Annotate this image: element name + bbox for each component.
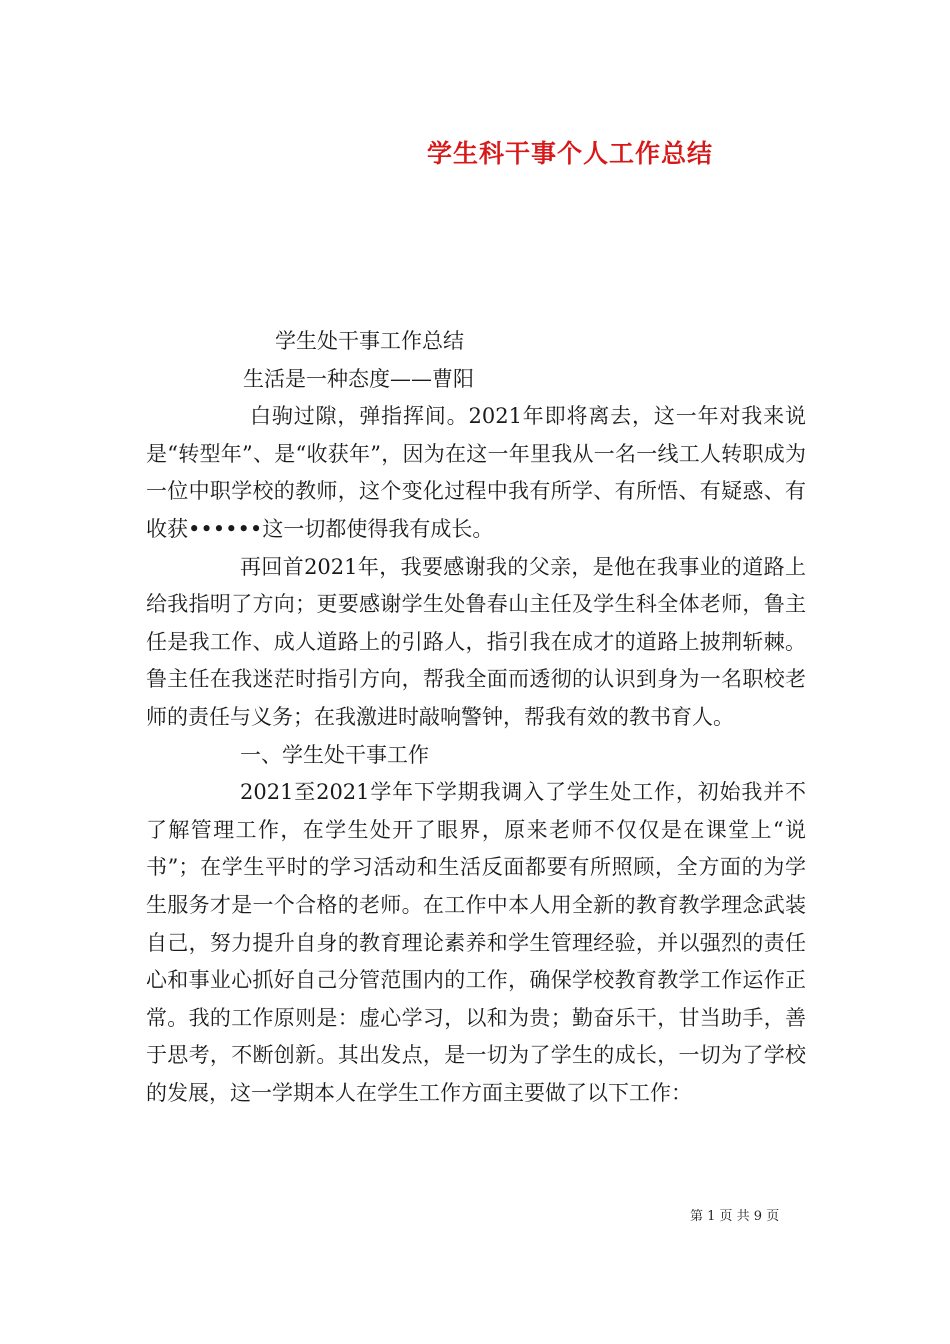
document-subtitle: 学生处干事工作总结 <box>275 329 464 353</box>
document-body <box>146 323 806 1112</box>
section-heading: 一、学生处干事工作 <box>240 742 429 767</box>
paragraph-work: 2021至2021学年下学期我调入了学生处工作，初始我并不了解管理工作，在学生处开了眼界，原来老师不仅仅是在课堂上“说书”；在学生平时的学习活动和生活反面都要有所照顾，全方面的为学生服务才是一个合格的老师。在工作中本人用全新的教育教学理念武装自己，努力提升自身的教育理论素养和学生管理经验，并以强烈的责任心和事业心抓好自己分管范围内的工作，确保学校教育教学工作运作正常。我的工作原则是：虚心学习，以和为贵；勤奋乐干，甘当助手，善于思考，不断创新。其出发点，是一切为了学生的成长，一切为了学校的发展，这一学期本人在学生工作方面主要做了以下工作： <box>146 780 806 1105</box>
paragraph-thanks: 再回首2021年，我要感谢我的父亲，是他在我事业的道路上给我指明了方向；更要感谢学生处鲁春山主任及学生科全体老师，鲁主任是我工作、成人道路上的引路人，指引我在成才的道路上披荆斩棘。鲁主任在我迷茫时指引方向，帮我全面而透彻的认识到身为一名职校老师的责任与义务；在我激进时敲响警钟，帮我有效的教书育人。 <box>146 554 806 729</box>
document-motto: 生活是一种态度——曹阳 <box>243 366 474 391</box>
page-number-footer: 第 1 页 共 9 页 <box>690 1209 780 1224</box>
document-title: 学生科干事个人工作总结 <box>426 139 713 168</box>
paragraph-intro: 白驹过隙，弹指挥间。2021年即将离去，这一年对我来说是“转型年”、是“收获年”，因为在这一年里我从一名一线工人转职成为一位中职学校的教师，这个变化过程中我有所学、有所悟、有疑惑、有收获••••••这一切都使得我有成长。 <box>146 404 806 541</box>
